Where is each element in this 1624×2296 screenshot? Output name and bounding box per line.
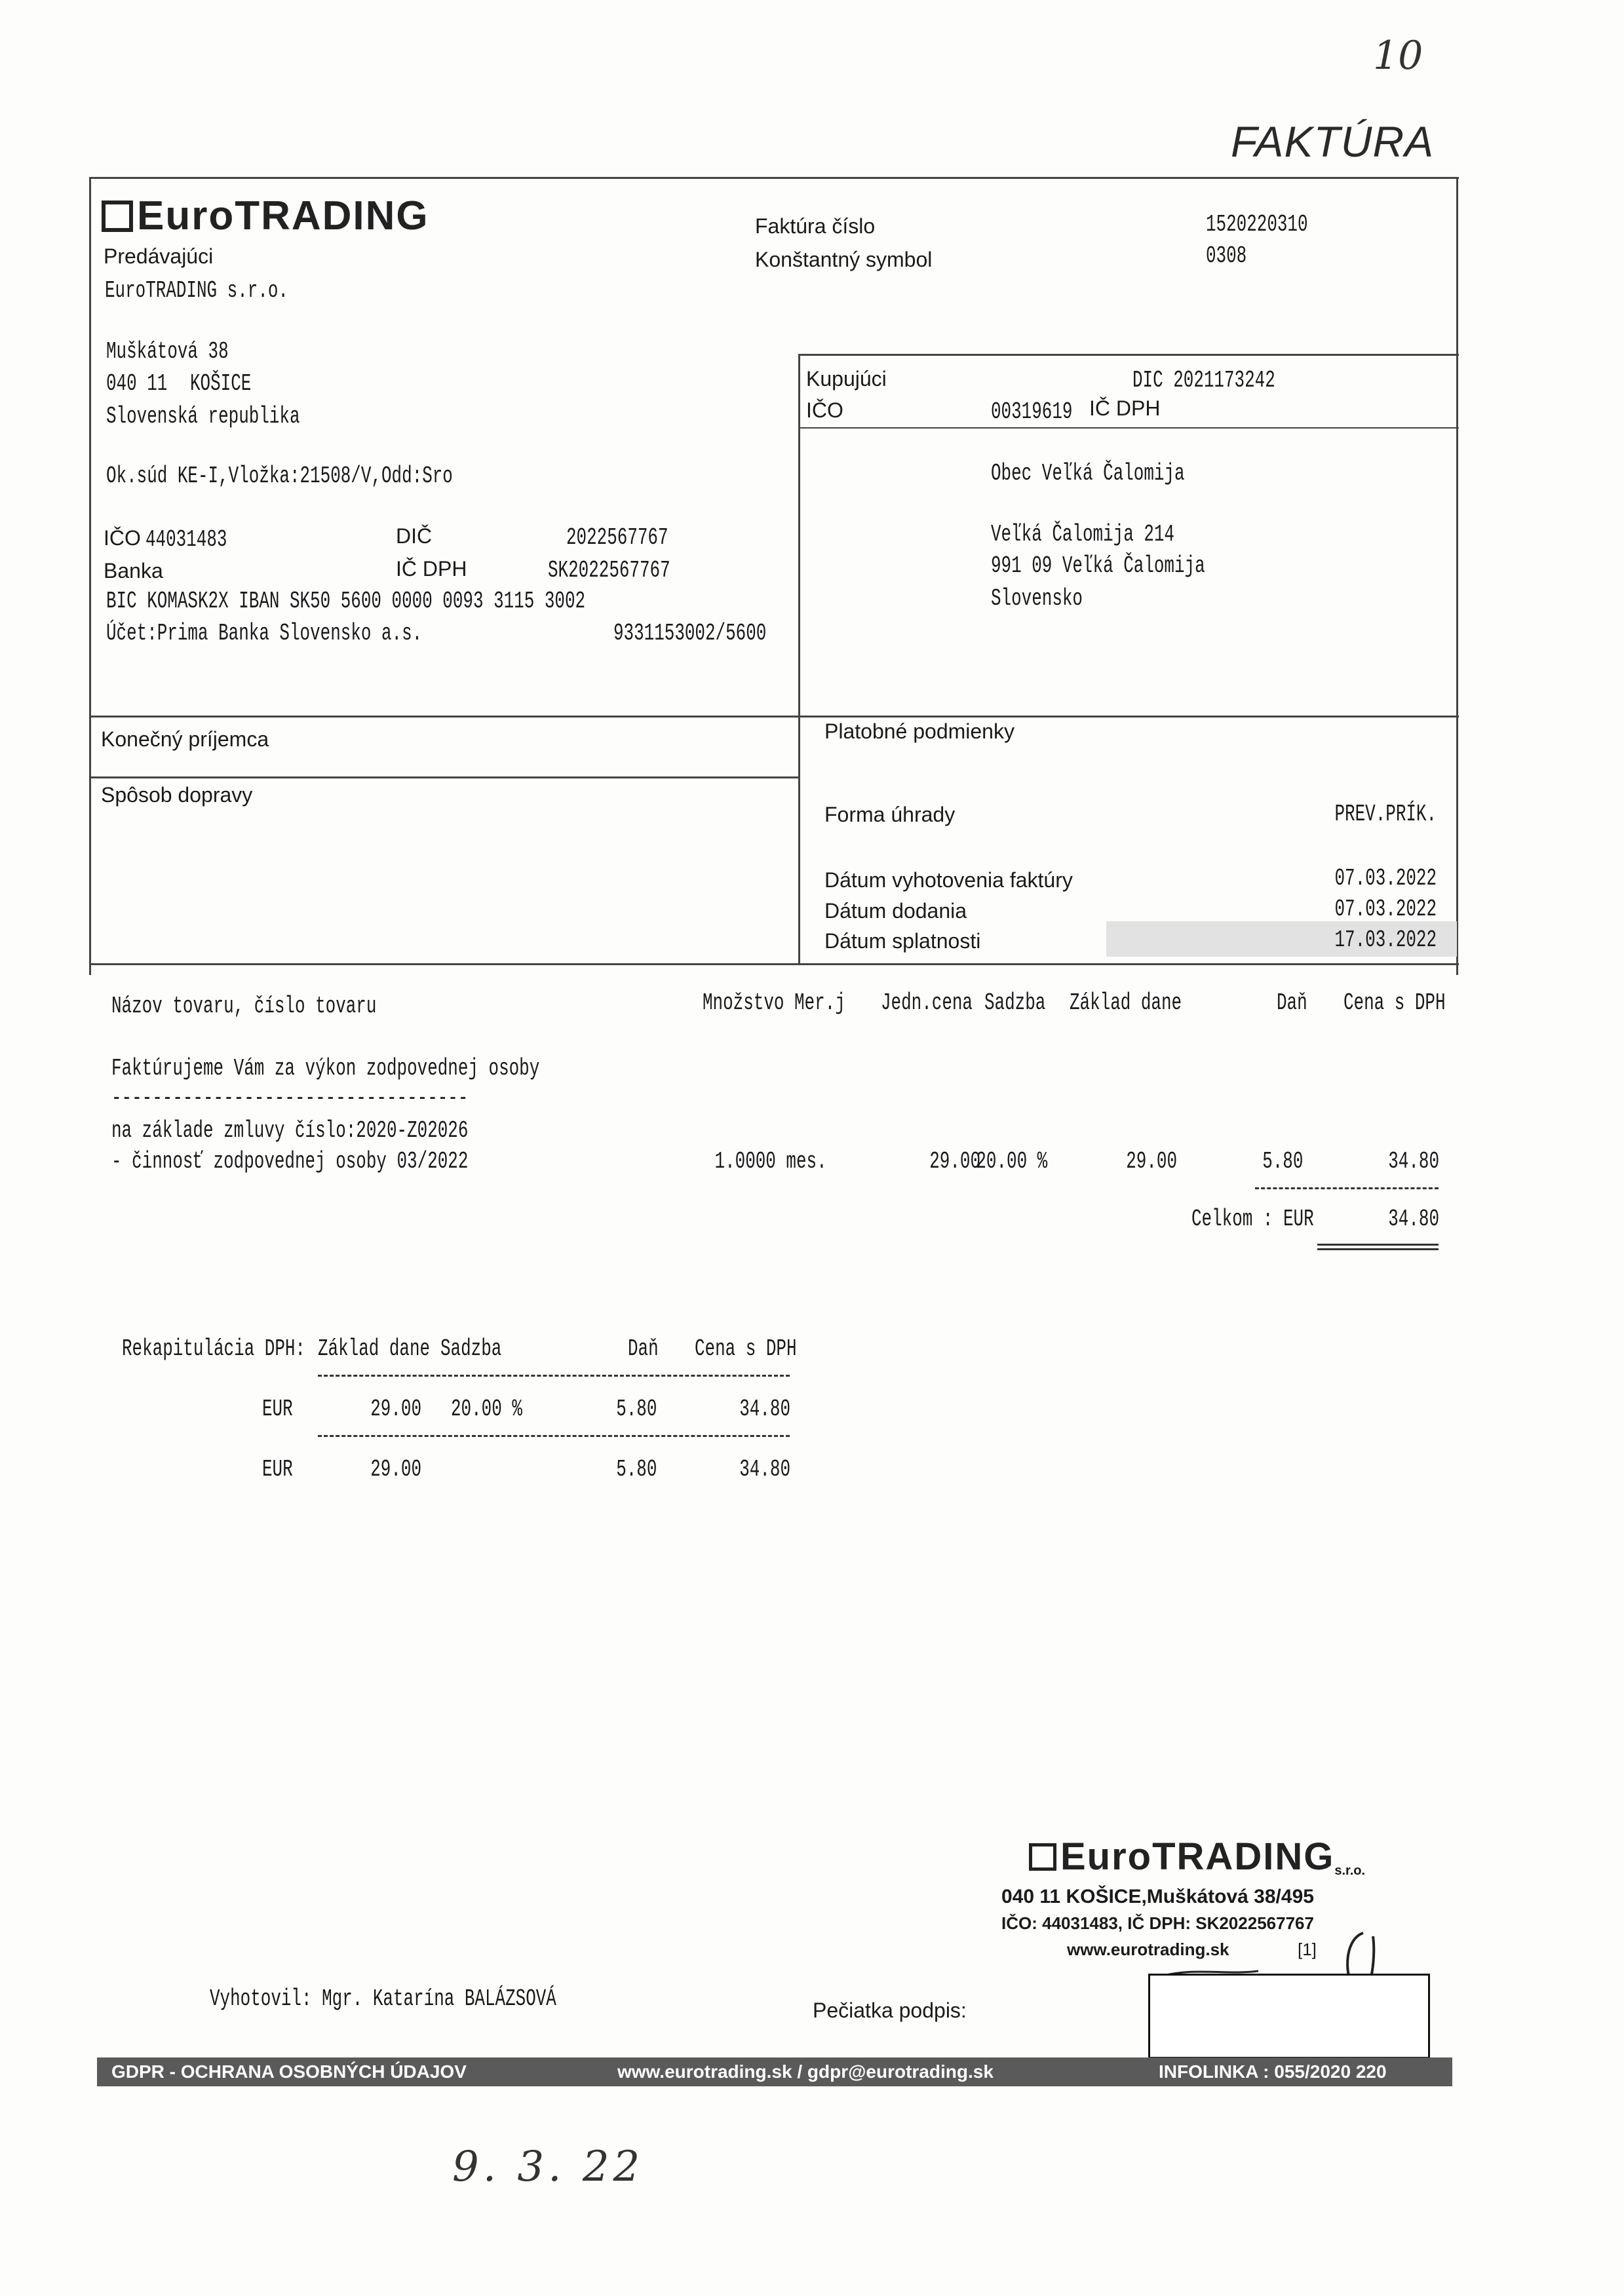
col-total-header: Cena s DPH: [1344, 989, 1446, 1016]
seller-street: Muškátová 38: [106, 338, 229, 365]
seller-zip: 040 11: [106, 370, 168, 397]
recap-dashed-line-1: [318, 1375, 790, 1377]
buyer-icdph-label: IČ DPH: [1089, 396, 1161, 420]
payment-terms-label: Platobné podmienky: [824, 719, 1015, 743]
section-line-3: [89, 963, 1459, 965]
invoice-number: 1520220310: [1206, 211, 1308, 238]
stamp-signature-label: Pečiatka podpis:: [813, 1999, 967, 2022]
buyer-ico: 00319619: [991, 398, 1073, 425]
recap-row2-tax: 5.80: [615, 1456, 657, 1483]
recap-row1-base: 29.00: [370, 1396, 421, 1423]
frame-left: [89, 177, 91, 975]
due-date-label: Dátum splatnosti: [824, 929, 981, 953]
frame-top: [89, 177, 1459, 179]
item-base: 29.00: [1126, 1148, 1177, 1175]
buyer-dic: DIC 2021173242: [1132, 367, 1275, 394]
delivery-date-label: Dátum dodania: [824, 899, 967, 923]
seller-bank-label: Banka: [104, 559, 163, 583]
col-base-header: Základ dane: [1070, 989, 1182, 1016]
stamp-line-1: 040 11 KOŠICE,Muškátová 38/495: [1001, 1886, 1314, 1907]
seller-account-number: 9331153002/5600: [613, 620, 767, 647]
seller-icdph: SK2022567767: [548, 557, 670, 584]
item-rate: 20.00 %: [976, 1148, 1047, 1175]
buyer-name: Obec Veľká Čalomija: [991, 460, 1185, 487]
stamp-logo: EuroTRADINGs.r.o.: [1029, 1835, 1365, 1879]
stamp-line-3-suffix: [1]: [1298, 1940, 1317, 1959]
total-double-line: [1317, 1244, 1439, 1250]
item-unit-price: 29.00: [929, 1148, 980, 1175]
stamp-logo-square-icon: [1029, 1843, 1056, 1871]
seller-logo: EuroTRADING: [102, 193, 429, 239]
col-unit-price-header: Jedn.cena: [881, 989, 973, 1016]
recap-rate-label: Sadzba: [440, 1335, 502, 1362]
total-dashed-line: [1255, 1187, 1439, 1189]
footer-web: www.eurotrading.sk / gdpr@eurotrading.sk: [617, 2061, 994, 2082]
buyer-street: Veľká Čalomija 214: [991, 521, 1174, 548]
prepared-by: Vyhotovil: Mgr. Katarína BALÁZSOVÁ: [210, 1985, 556, 2012]
invoice-number-label: Faktúra číslo: [755, 214, 876, 238]
section-line-2: [89, 776, 800, 778]
transport-label: Spôsob dopravy: [101, 783, 253, 807]
seller-registry: Ok.súd KE-I,Vložka:21508/V,Odd:Sro: [106, 463, 453, 489]
item-separator: -----------------------------------: [111, 1084, 469, 1111]
item-line-2: - činnosť zodpovednej osoby 03/2022: [111, 1148, 469, 1175]
payment-form: PREV.PRÍK.: [1334, 801, 1437, 828]
item-line-1: na základe zmluvy číslo:2020-Z02026: [111, 1117, 469, 1144]
section-line-1: [89, 716, 1459, 718]
buyer-ico-label: IČO: [806, 398, 843, 422]
buyer-country: Slovensko: [991, 585, 1083, 612]
footer-gdpr: GDPR - OCHRANA OSOBNÝCH ÚDAJOV: [111, 2061, 467, 2082]
seller-account: Účet:Prima Banka Slovensko a.s.: [106, 620, 423, 647]
delivery-date: 07.03.2022: [1334, 896, 1437, 923]
seller-city: KOŠICE: [190, 370, 252, 397]
recap-row1-tax: 5.80: [615, 1396, 657, 1423]
seller-country: Slovenská republika: [106, 403, 300, 430]
recap-row2-currency: EUR: [262, 1456, 293, 1483]
payment-form-label: Forma úhrady: [824, 803, 956, 826]
due-date: 17.03.2022: [1334, 927, 1437, 953]
footer-infolinka: INFOLINKA : 055/2020 220: [1159, 2061, 1387, 2082]
seller-ico: 44031483: [145, 526, 227, 553]
total-value: 34.80: [1388, 1206, 1439, 1233]
recap-label: Rekapitulácia DPH:: [122, 1335, 305, 1362]
final-recipient-label: Konečný príjemca: [101, 727, 269, 751]
col-name-header: Názov tovaru, číslo tovaru: [111, 993, 377, 1020]
recap-tax-label: Daň: [628, 1335, 659, 1362]
recap-row1-total: 34.80: [739, 1396, 790, 1423]
constant-symbol-label: Konštantný symbol: [755, 248, 933, 271]
frame-right: [1456, 177, 1458, 975]
item-tax: 5.80: [1262, 1148, 1303, 1175]
issue-date-label: Dátum vyhotovenia faktúry: [824, 868, 1073, 892]
stamp-line-3: www.eurotrading.sk: [1067, 1940, 1229, 1959]
recap-row2-total: 34.80: [739, 1456, 790, 1483]
logo-square-icon: [102, 201, 133, 232]
col-tax-header: Daň: [1277, 989, 1307, 1016]
recap-total-label: Cena s DPH: [695, 1335, 797, 1362]
stamp-line-2: IČO: 44031483, IČ DPH: SK2022567767: [1001, 1913, 1314, 1933]
seller-label: Predávajúci: [104, 244, 214, 268]
document-title: FAKTÚRA: [1231, 117, 1435, 166]
buyer-label: Kupujúci: [806, 367, 887, 391]
seller-icdph-label: IČ DPH: [396, 557, 467, 581]
col-qty-header: Množstvo Mer.j: [703, 989, 845, 1016]
item-qty: 1.0000 mes.: [714, 1148, 827, 1175]
issue-date: 07.03.2022: [1334, 865, 1437, 892]
recap-row1-rate: 20.00 %: [451, 1396, 522, 1423]
item-total: 34.80: [1388, 1148, 1439, 1175]
seller-name: EuroTRADING s.r.o.: [105, 277, 288, 304]
recap-dashed-line-2: [318, 1435, 790, 1437]
buyer-zip-city: 991 09 Veľká Čalomija: [991, 552, 1205, 579]
recap-row1-currency: EUR: [262, 1396, 293, 1423]
total-label: Celkom : EUR: [1191, 1206, 1314, 1233]
redacted-signature-box: [1148, 1974, 1430, 2059]
constant-symbol: 0308: [1206, 242, 1247, 269]
seller-dic-label: DIČ: [396, 524, 433, 548]
page-number-handwritten: 10: [1373, 33, 1423, 79]
item-intro: Faktúrujeme Vám za výkon zodpovednej osoby: [111, 1055, 540, 1082]
recap-row2-base: 29.00: [370, 1456, 421, 1483]
vertical-divider: [798, 354, 800, 963]
seller-dic: 2022567767: [566, 524, 668, 551]
seller-ico-label: IČO: [104, 526, 141, 550]
handwritten-date: 9. 3. 22: [452, 2143, 644, 2191]
buyer-box-top: [798, 354, 1459, 356]
recap-base-label: Základ dane: [318, 1335, 431, 1362]
seller-bic-iban: BIC KOMASK2X IBAN SK50 5600 0000 0093 3115 3002: [106, 588, 586, 615]
buyer-box-inner-line: [798, 427, 1459, 429]
col-rate-header: Sadzba: [984, 989, 1046, 1016]
